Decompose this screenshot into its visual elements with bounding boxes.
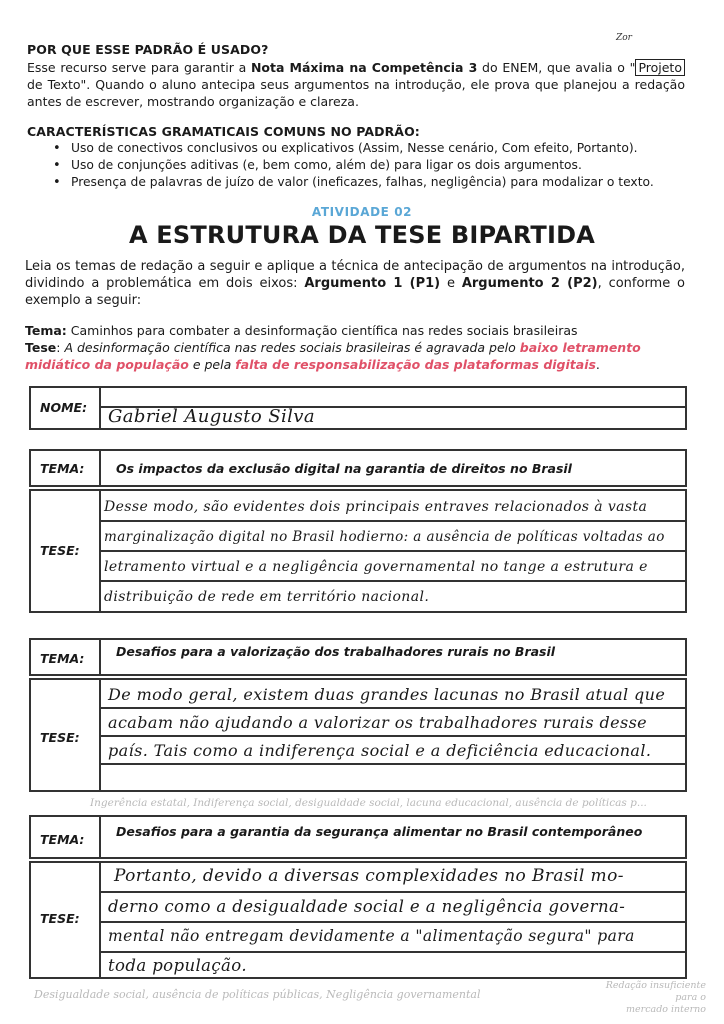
pencil-note: Desigualdade social, ausência de políticas públicas, Negligência governamental <box>34 988 481 1001</box>
pencil-note-right: Redação insuficiente para o mercado interno <box>605 980 706 1015</box>
divider <box>99 815 101 859</box>
tese-answer-line[interactable]: acabam não ajudando a valorizar os trabalhadores rurais desse <box>108 713 648 732</box>
section-heading-why: POR QUE ESSE PADRÃO É USADO? <box>27 42 269 57</box>
list-item: • Uso de conectivos conclusivos ou explicativos (Assim, Nesse cenário, Com efeito, Portanto). <box>71 140 724 157</box>
tese-answer-line[interactable]: Portanto, devido a diversas complexidades no Brasil mo- <box>114 866 624 886</box>
tema-label: TEMA: <box>40 651 85 666</box>
tese-answer-line[interactable]: derno como a desigualdade social e a negligência governa- <box>108 897 626 916</box>
instructions: Leia os temas de redação a seguir e aplique a técnica de antecipação de argumentos na introdução, dividindo a problemática em dois eixos: Argumento 1 (P1) e Argumento 2 (P2), conforme o exemplo a seguir: <box>25 259 686 308</box>
name-field[interactable]: Gabriel Augusto Silva <box>108 406 316 427</box>
divider <box>99 386 101 430</box>
handwritten-box: Projeto <box>635 59 685 76</box>
writing-line <box>99 520 687 522</box>
why-paragraph: Esse recurso serve para garantir a Nota Máxima na Competência 3 do ENEM, que avalia o " Projeto de Texto". Quando o aluno antecipa seus argumentos na introdução, ele prova que planejou a redação antes de escrever, mostrando organização e clareza. <box>27 60 685 109</box>
tese-label: TESE: <box>40 543 80 558</box>
tese-answer-line[interactable]: mental não entregam devidamente a "alimentação segura" para <box>108 927 635 945</box>
divider <box>99 638 101 676</box>
tese-answer-line[interactable]: distribuição de rede em território nacional. <box>104 589 430 605</box>
list-item: • Uso de conjunções aditivas (e, bem como, além de) para ligar os dois argumentos. <box>71 157 724 174</box>
activity-label: ATIVIDADE 02 <box>311 205 413 219</box>
tema-title: Os impactos da exclusão digital na garantia de direitos no Brasil <box>116 461 572 476</box>
tese-label: TESE: <box>40 911 80 926</box>
tema-label: TEMA: <box>40 461 85 476</box>
tese-answer-line[interactable]: letramento virtual e a negligência governamental no tange a estrutura e <box>104 559 648 575</box>
tema-title: Desafios para a valorização dos trabalhadores rurais no Brasil <box>116 644 556 659</box>
writing-line <box>99 921 687 923</box>
writing-line <box>99 763 687 765</box>
divider <box>99 449 101 487</box>
section-heading-grammar: CARACTERÍSTICAS GRAMATICAIS COMUNS NO PADRÃO: <box>27 124 420 139</box>
grammar-list <box>27 140 724 191</box>
name-label: NOME: <box>40 400 88 415</box>
page-title: A ESTRUTURA DA TESE BIPARTIDA <box>128 221 596 249</box>
writing-line <box>99 735 687 737</box>
tese-answer-line[interactable]: país. Tais como a indiferença social e a deficiência educacional. <box>108 741 652 760</box>
writing-line <box>99 580 687 582</box>
list-item: • Presença de palavras de juízo de valor (ineficazes, falhas, negligência) para modalizar o texto. <box>71 174 724 191</box>
tema-title: Desafios para a garantia da segurança alimentar no Brasil contemporâneo <box>116 824 643 839</box>
margin-note: Zor <box>616 33 632 43</box>
example-tema: Tema: Caminhos para combater a desinformação científica nas redes sociais brasileiras <box>25 323 578 338</box>
pencil-note: Ingerência estatal, Indiferença social, desigualdade social, lacuna educacional, ausência de políticas p... <box>90 797 647 809</box>
tese-answer-line[interactable]: toda população. <box>108 956 247 975</box>
divider <box>99 861 101 979</box>
writing-line <box>99 707 687 709</box>
tema-label: TEMA: <box>40 832 85 847</box>
writing-line <box>99 951 687 953</box>
tese-answer-line[interactable]: Desse modo, são evidentes dois principais entraves relacionados à vasta <box>104 499 648 515</box>
example-tese: Tese: A desinformação científica nas redes sociais brasileiras é agravada pelo baixo letramento midiático da população e pela falta de responsabilização das plataformas digitais. <box>25 340 641 372</box>
tese-label: TESE: <box>40 730 80 745</box>
tese-answer-line[interactable]: De modo geral, existem duas grandes lacunas no Brasil atual que <box>108 685 666 704</box>
writing-line <box>99 891 687 893</box>
tese-answer-line[interactable]: marginalização digital no Brasil hodierno: a ausência de políticas voltadas ao <box>104 529 665 545</box>
writing-line <box>99 550 687 552</box>
